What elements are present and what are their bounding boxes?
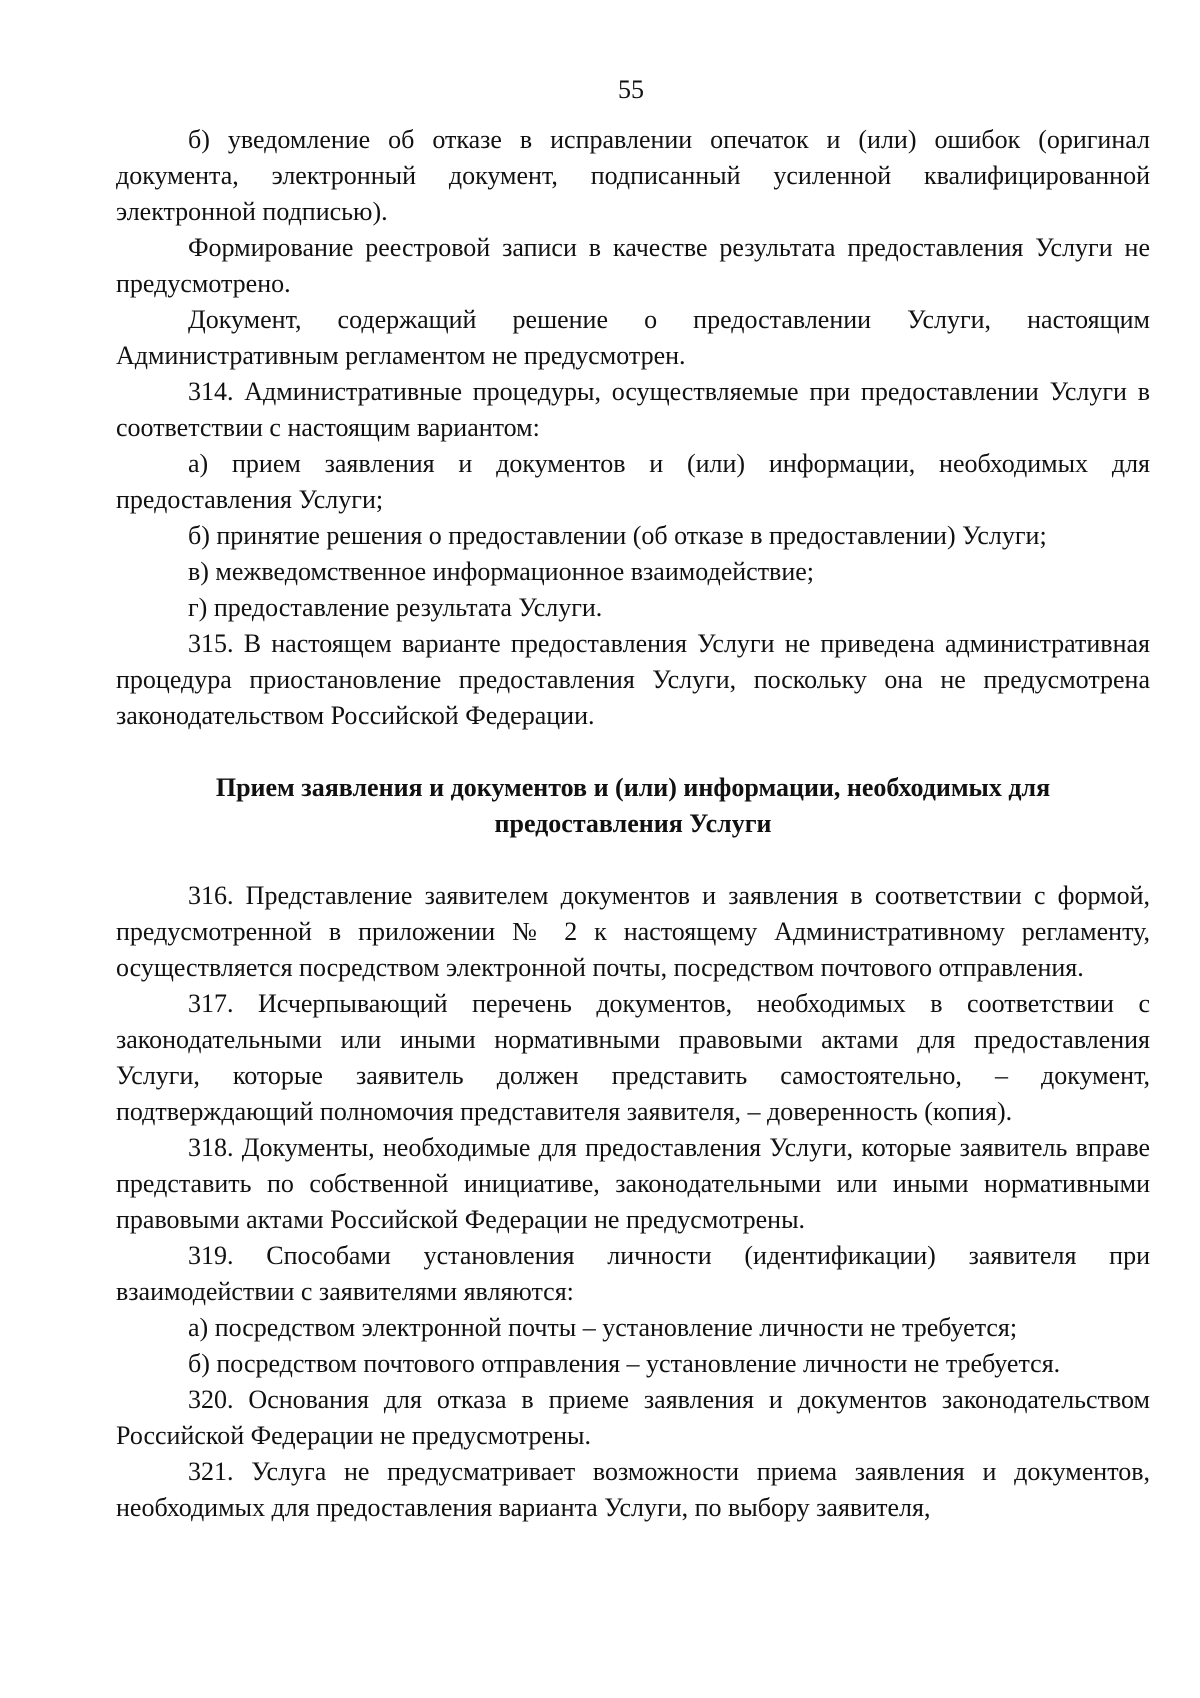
list-item-a: а) прием заявления и документов и (или) информации, необходимых для предоставления Услуги; [116, 449, 1150, 514]
paragraph-314: 314. Административные процедуры, осуществляемые при предоставлении Услуги в соответствии с настоящим вариантом: [116, 377, 1150, 442]
paragraph-320: 320. Основания для отказа в приеме заявления и документов законодательством Российской Федерации не предусмотрены. [116, 1385, 1150, 1450]
document-body [116, 122, 1150, 1526]
list-item-b: б) принятие решения о предоставлении (об отказе в предоставлении) Услуги; [188, 521, 1047, 550]
paragraph-notice-refusal: б) уведомление об отказе в исправлении опечаток и (или) ошибок (оригинал документа, электронный документ, подписанный усиленной квалифицированной электронной подписью). [116, 125, 1150, 226]
section-heading-line-2: предоставления Услуги [494, 809, 772, 838]
list-item-post: б) посредством почтового отправления – установление личности не требуется. [188, 1349, 1061, 1378]
paragraph-317: 317. Исчерпывающий перечень документов, необходимых в соответствии с законодательными или иными нормативными правовыми актами для предоставления Услуги, которые заявитель должен представить самостоятельно, – документ, подтверждающий полномочия представителя заявителя, – доверенность (копия). [116, 989, 1150, 1126]
page-number: 55 [618, 75, 644, 104]
paragraph-321: 321. Услуга не предусматривает возможности приема заявления и документов, необходимых для предоставления варианта Услуги, по выбору заявителя, [116, 1457, 1150, 1522]
section-heading [116, 770, 1150, 842]
section-heading-line-1: Прием заявления и документов и (или) информации, необходимых для [215, 773, 1051, 802]
paragraph-decision-document: Документ, содержащий решение о предоставлении Услуги, настоящим Административным регламентом не предусмотрен. [116, 305, 1150, 370]
paragraph-319: 319. Способами установления личности (идентификации) заявителя при взаимодействии с заявителями являются: [116, 1241, 1150, 1306]
paragraph-registry-record: Формирование реестровой записи в качестве результата предоставления Услуги не предусмотрено. [116, 233, 1150, 298]
list-item-g: г) предоставление результата Услуги. [188, 593, 603, 622]
paragraph-318: 318. Документы, необходимые для предоставления Услуги, которые заявитель вправе представить по собственной инициативе, законодательными или иными нормативными правовыми актами Российской Федерации не предусмотрены. [116, 1133, 1150, 1234]
paragraph-316: 316. Представление заявителем документов и заявления в соответствии с формой, предусмотренной в приложении № 2 к настоящему Административному регламенту, осуществляется посредством электронной почты, посредством почтового отправления. [116, 881, 1150, 982]
list-item-v: в) межведомственное информационное взаимодействие; [188, 557, 815, 586]
list-item-email: а) посредством электронной почты – установление личности не требуется; [188, 1313, 1018, 1342]
paragraph-315: 315. В настоящем варианте предоставления Услуги не приведена административная процедура приостановление предоставления Услуги, поскольку она не предусмотрена законодательством Российской Федерации. [116, 629, 1150, 730]
